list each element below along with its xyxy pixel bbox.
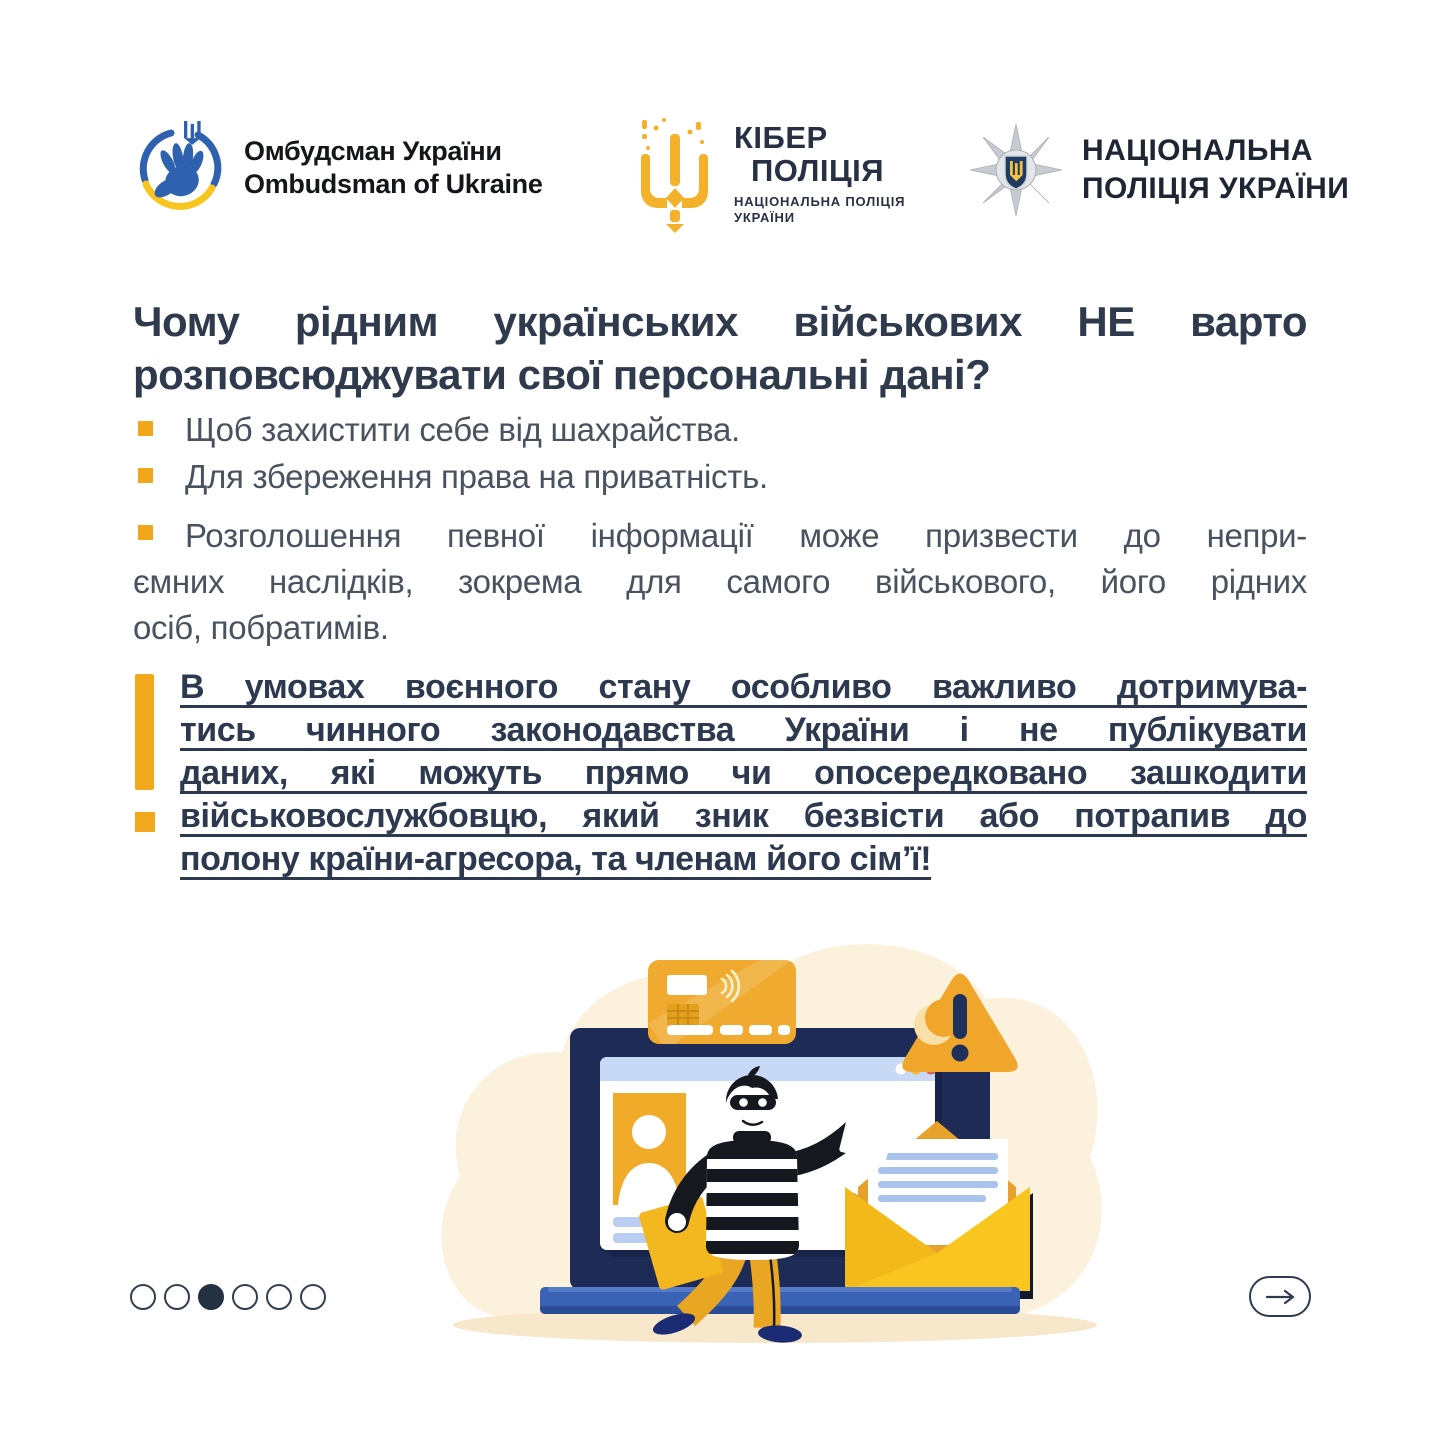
national-police-logo [968,122,1349,218]
pagination-dot-3-active[interactable] [198,1284,224,1310]
warning-line4: військовослужбовцю, який зник безвісти або потрапив до [180,797,1307,835]
exclamation-dot-icon [135,812,155,832]
list-item [133,454,1307,500]
police-star-badge-icon [968,122,1064,218]
bullet-square-icon [138,468,153,483]
bullet-square-icon [138,421,153,436]
pagination-dot-1[interactable] [130,1284,156,1310]
ombudsman-hand-icon [130,118,230,218]
bullet-list [133,407,1307,651]
bullet-text-2: Для збереження права на приватність. [185,458,768,495]
pagination [130,1284,326,1310]
ombudsman-logo [130,118,543,218]
next-button[interactable] [1249,1276,1311,1317]
arrow-right-icon [1264,1289,1296,1305]
bullet-square-icon [138,525,153,540]
bullet-text-3-line3: осіб, побратимів. [133,609,389,646]
cyber-title-line2: ПОЛІЦІЯ [751,152,885,188]
cyber-trident-icon [634,112,716,234]
bullet-text-3-line2: ємних наслідків, зокрема для самого військового, його рідних [133,563,1307,600]
thief-mask [730,1095,776,1110]
cyber-title-line1: КІБЕР [734,119,828,155]
natpol-title-line2: ПОЛІЦІЯ УКРАЇНИ [1082,172,1350,205]
pagination-dot-6[interactable] [300,1284,326,1310]
pagination-dot-5[interactable] [266,1284,292,1310]
list-item [133,407,1307,453]
cyber-police-logo [634,112,905,234]
profile-photo [613,1093,686,1205]
page-title-line2: розповсюджувати свої персональні дані? [133,351,991,398]
bullet-text-3-line1: Розголошення певної інформації може призвести до непри- [185,517,1307,554]
credit-card [648,960,796,1044]
warning-line5: полону країни-агресора, та членам його сім’ї! [180,840,932,878]
ombudsman-name-uk: Омбудсман України [244,136,502,166]
warning-callout [133,666,1307,881]
warning-line1: В умовах воєнного стану особливо важливо дотримува- [180,668,1307,706]
bullet-text-1: Щоб захистити себе від шахрайства. [185,411,740,448]
page-title [133,295,1307,401]
pagination-dot-4[interactable] [232,1284,258,1310]
cyber-subtitle-line2: УКРАЇНИ [734,209,795,225]
ombudsman-name-en: Ombudsman of Ukraine [244,169,543,199]
page-title-line1: Чому рідним українських військових НЕ варто [133,298,1307,345]
list-item [133,513,1307,651]
card-chip [667,1004,699,1027]
exclamation-bar-icon [135,674,154,790]
warning-line2: тись чинного законодавства України і не публікувати [180,711,1307,749]
pagination-dot-2[interactable] [164,1284,190,1310]
warning-line3: даних, які можуть прямо чи опосередковано зашкодити [180,754,1307,792]
cyber-subtitle-line1: НАЦІОНАЛЬНА ПОЛІЦІЯ [734,193,906,209]
data-theft-illustration [430,925,1110,1355]
natpol-title-line1: НАЦІОНАЛЬНА [1082,134,1313,167]
